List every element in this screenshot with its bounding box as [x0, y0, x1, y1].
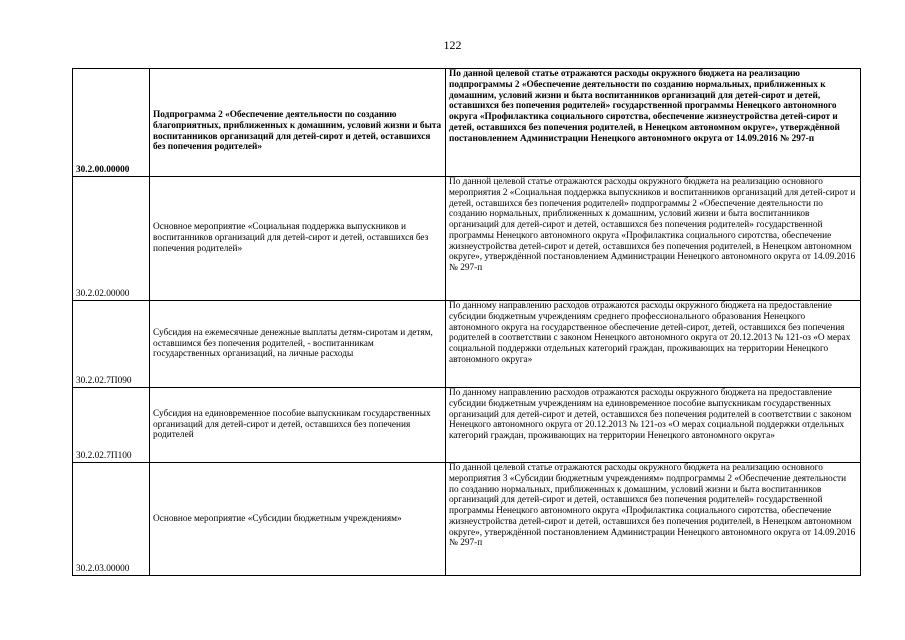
- target-article-description: По данному направлению расходов отражаются расходы окружного бюджета на предоставление субсидии бюджетным учреждениям на единовременное пособие выпускникам государственных организаций для детей-сирот и детей, оставшихся без попечения родителей в соответствии с законом Ненецкого автономного округа от 20.12.2013 № 121-оз «О мерах социальной поддержки отдельных категорий граждан, проживающих на территории Ненецкого автономного округа»: [446, 388, 861, 463]
- target-article-description: По данной целевой статье отражаются расходы окружного бюджета на реализацию основного мероприятия 3 «Субсидии бюджетным учреждениям» подпрограммы 2 «Обеспечение деятельности по созданию нормальных, приближенных к домашним, условий жизни и быта воспитанников организаций для детей-сирот и детей, оставшихся без попечения родителей» государственной программы Ненецкого автономного округа «Профилактика социального сиротства, обеспечение жизнеустройства детей-сирот и детей, оставшихся без попечения родителей, в Ненецком автономном округе», утверждённой постановлением Администрации Ненецкого автономного округа от 14.09.2016 № 297-п: [446, 463, 861, 576]
- budget-classification-table: [72, 68, 861, 576]
- target-article-description: По данной целевой статье отражаются расходы окружного бюджета на реализацию подпрограммы 2 «Обеспечение деятельности по созданию нормальных, приближенных к домашним, условий жизни и быта воспитанников организаций для детей-сирот и детей, оставшихся без попечения родителей» государственной программы Ненецкого автономного округа «Профилактика социального сиротства, обеспечение жизнеустройства детей-сирот и детей, оставшихся без попечения родителей, в Ненецком автономном округе», утверждённой постановлением Администрации Ненецкого автономного округа от 14.09.2016 № 297-п: [446, 69, 861, 177]
- target-article-description: По данному направлению расходов отражаются расходы окружного бюджета на предоставление субсидии бюджетным учреждениям среднего профессионального образования Ненецкого автономного округа на государственное обеспечение детей-сирот, детей, оставшихся без попечения родителей в соответствии с законом Ненецкого автономного округа от 20.12.2013 № 121-оз «О мерах социальной поддержки отдельных категорий граждан, проживающих на территории Ненецкого автономного округа»: [446, 301, 861, 388]
- target-article-code: 30.2.02.7П090: [73, 301, 150, 388]
- target-article-code: 30.2.00.00000: [73, 69, 150, 177]
- table-row: [73, 177, 861, 301]
- table-row: [73, 301, 861, 388]
- target-article-name: Основное мероприятие «Социальная поддержка выпускников и воспитанников организаций для детей-сирот и детей, оставшихся без попечения родителей»: [150, 177, 446, 301]
- target-article-code: 30.2.02.00000: [73, 177, 150, 301]
- target-article-code: 30.2.03.00000: [73, 463, 150, 576]
- target-article-name: Основное мероприятие «Субсидии бюджетным учреждениям»: [150, 463, 446, 576]
- target-article-name: Подпрограмма 2 «Обеспечение деятельности по созданию благоприятных, приближенных к домашним, условий жизни и быта воспитанников организаций для детей-сирот и детей, оставшихся без попечения родителей»: [150, 69, 446, 177]
- table-row: [73, 69, 861, 177]
- target-article-description: По данной целевой статье отражаются расходы окружного бюджета на реализацию основного мероприятия 2 «Социальная поддержка выпускников и воспитанников организаций для детей-сирот и детей, оставшихся без попечения родителей» подпрограммы 2 «Обеспечение деятельности по созданию нормальных, приближенных к домашним, условий жизни и быта воспитанников организаций для детей-сирот и детей, оставшихся без попечения родителей» государственной программы Ненецкого автономного округа «Профилактика социального сиротства, обеспечение жизнеустройства детей-сирот и детей, оставшихся без попечения родителей, в Ненецком автономном округе», утверждённой постановлением Администрации Ненецкого автономного округа от 14.09.2016 № 297-п: [446, 177, 861, 301]
- table-row: [73, 388, 861, 463]
- target-article-name: Субсидия на единовременное пособие выпускникам государственных организаций для детей-сирот и детей, оставшихся без попечения родителей: [150, 388, 446, 463]
- target-article-code: 30.2.02.7П100: [73, 388, 150, 463]
- table-row: [73, 463, 861, 576]
- page-number: 122: [443, 38, 462, 52]
- target-article-name: Субсидия на ежемесячные денежные выплаты детям-сиротам и детям, оставшимся без попечения родителей, - воспитанникам государственных организаций, на личные расходы: [150, 301, 446, 388]
